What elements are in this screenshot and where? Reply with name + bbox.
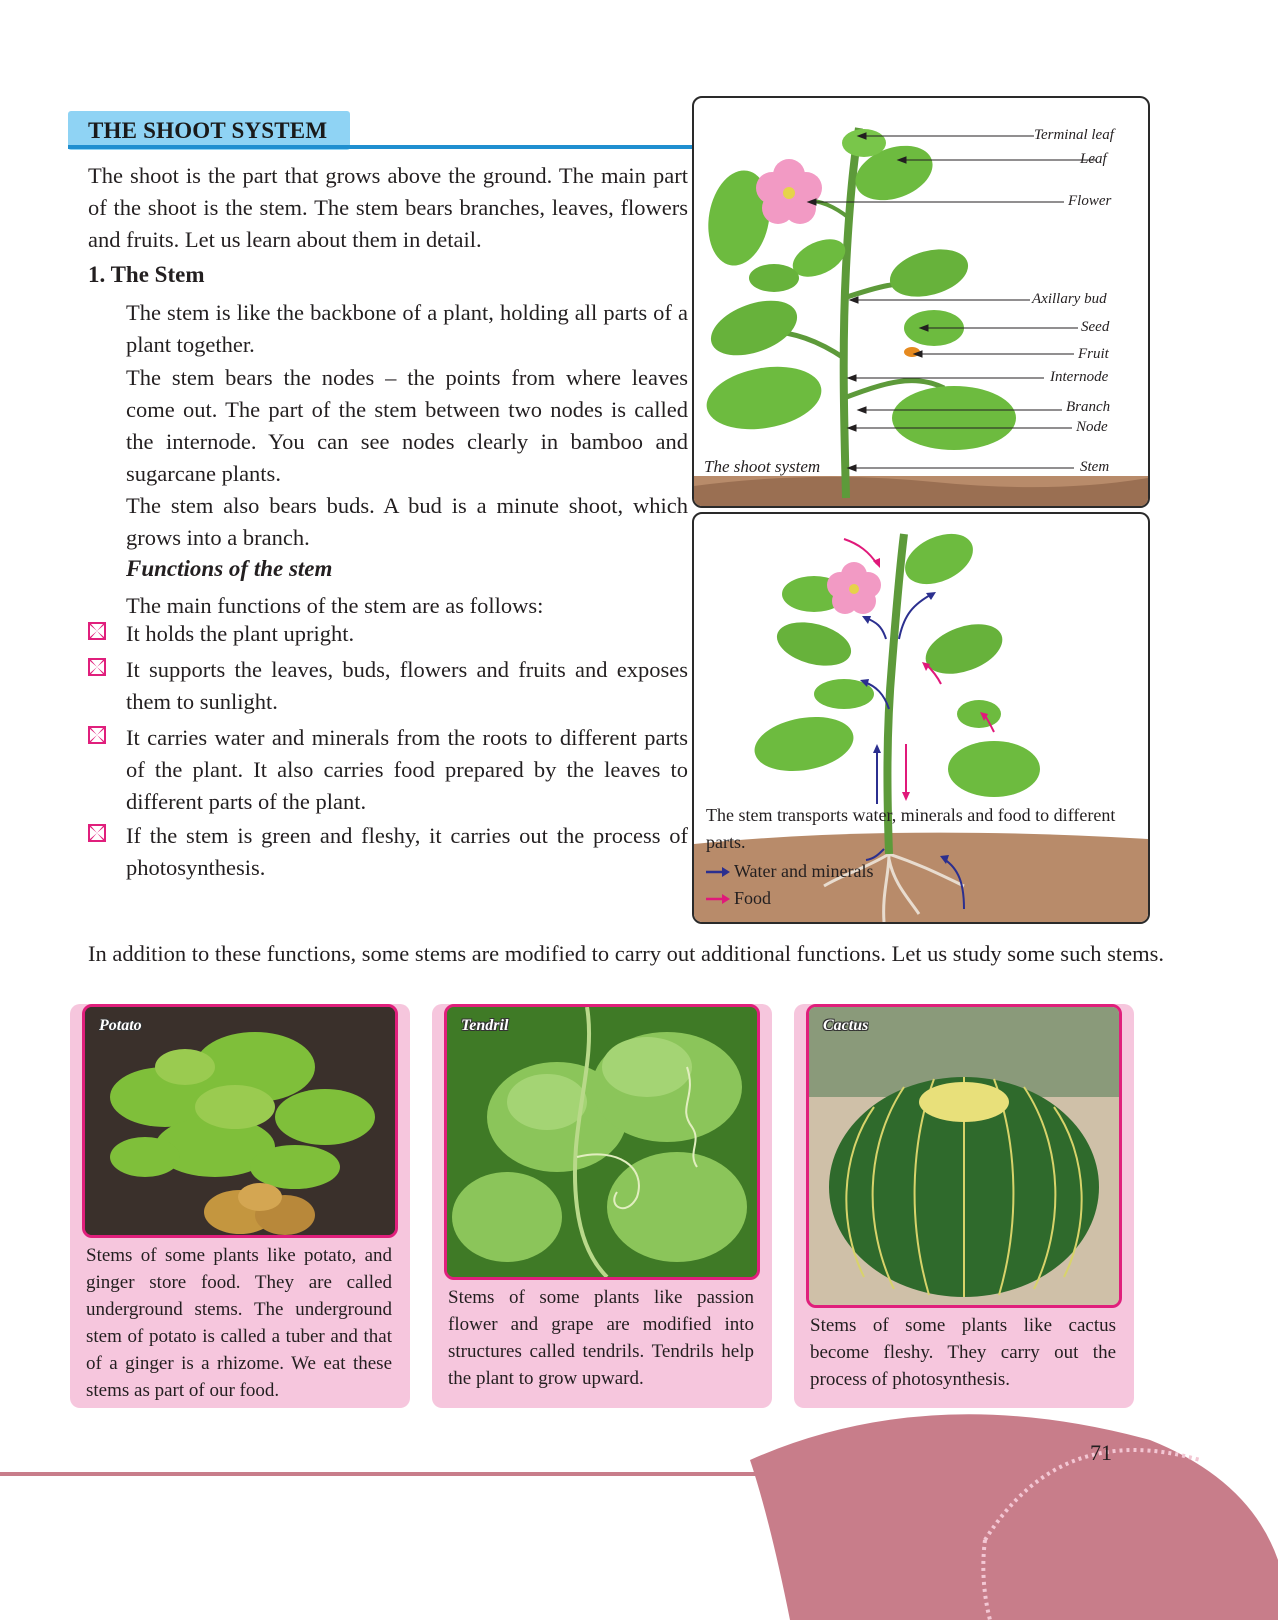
label-flower: Flower [1068, 193, 1112, 209]
maltese-cross-icon [88, 824, 106, 842]
legend-water: Water and minerals [734, 861, 874, 881]
card-text: Stems of some plants like passion flower and grape are modified into structures called tendrils. Tendrils help the plant to grow upward. [448, 1287, 754, 1389]
card-tag: Potato [99, 1017, 142, 1034]
label-axillary-bud: Axillary bud [1032, 291, 1107, 307]
function-text: It carries water and minerals from the roots to different parts of the plant. It also carries food prepared by the leaves to different parts of the plant. [126, 725, 688, 814]
potato-photo [82, 1004, 398, 1238]
figure-caption: The stem transports water, minerals and food to different parts. [706, 805, 1116, 852]
page-number: 71 [1090, 1440, 1112, 1465]
function-item [88, 722, 688, 818]
label-seed: Seed [1081, 319, 1110, 335]
label-fruit: Fruit [1078, 346, 1109, 362]
footer-rule [0, 1472, 790, 1476]
decorative-arc [730, 1400, 1278, 1620]
function-item [88, 654, 688, 718]
functions-heading: Functions of the stem [126, 556, 333, 581]
subsection-title: 1. The Stem [88, 262, 205, 287]
card-text: Stems of some plants like cactus become fleshy. They carry out the process of photosynthesis. [810, 1315, 1116, 1390]
function-item [88, 820, 688, 884]
label-node: Node [1076, 419, 1108, 435]
label-internode: Internode [1050, 369, 1109, 385]
maltese-cross-icon [88, 622, 106, 640]
card-text: Stems of some plants like potato, and ginger store food. They are called underground stems. The underground stem of potato is called a tuber and that of a ginger is a rhizome. We eat these stems as part of our food. [86, 1245, 392, 1401]
card-tag: Tendril [461, 1017, 509, 1034]
functions-intro: The main functions of the stem are as follows: [126, 593, 544, 618]
intro-paragraph: The shoot is the part that grows above the ground. The main part of the shoot is the stem. The stem bears branches, leaves, flowers and fruits. Let us learn about them in detail. [88, 163, 688, 252]
shoot-system-figure [692, 96, 1150, 508]
cactus-card [794, 1004, 1134, 1408]
stem-paragraph-2: The stem bears the nodes – the points from where leaves come out. The part of the stem between two nodes is called the internode. You can see nodes clearly in bamboo and sugarcane plants. [126, 365, 688, 486]
cactus-plant-image [809, 1007, 1119, 1305]
function-text: It holds the plant upright. [126, 621, 355, 646]
modified-stems-intro: In addition to these functions, some stems are modified to carry out additional functions. Let us study some such stems. [88, 941, 1165, 966]
maltese-cross-icon [88, 658, 106, 676]
cactus-photo [806, 1004, 1122, 1308]
section-title: THE SHOOT SYSTEM [88, 118, 328, 143]
label-branch: Branch [1066, 399, 1111, 415]
potato-plant-image [85, 1007, 395, 1235]
potato-card [70, 1004, 410, 1408]
tendril-photo [444, 1004, 760, 1280]
label-stem: Stem [1080, 459, 1110, 475]
label-terminal-leaf: Terminal leaf [1034, 127, 1114, 143]
stem-transport-figure [692, 512, 1150, 924]
function-item [88, 618, 688, 650]
stem-paragraph-1: The stem is like the backbone of a plant, holding all parts of a plant together. [126, 300, 688, 357]
figure-caption: The shoot system [704, 457, 821, 476]
stem-paragraph-3: The stem also bears buds. A bud is a minute shoot, which grows into a branch. [126, 493, 688, 550]
tendril-plant-image [447, 1007, 757, 1277]
label-leaf: Leaf [1080, 151, 1107, 167]
maltese-cross-icon [88, 726, 106, 744]
function-text: If the stem is green and fleshy, it carries out the process of photosynthesis. [126, 823, 688, 880]
section-header-rule [68, 145, 708, 149]
function-text: It supports the leaves, buds, flowers and fruits and exposes them to sunlight. [126, 657, 688, 714]
card-tag: Cactus [823, 1017, 869, 1034]
legend-food: Food [734, 888, 772, 908]
tendril-card [432, 1004, 772, 1408]
